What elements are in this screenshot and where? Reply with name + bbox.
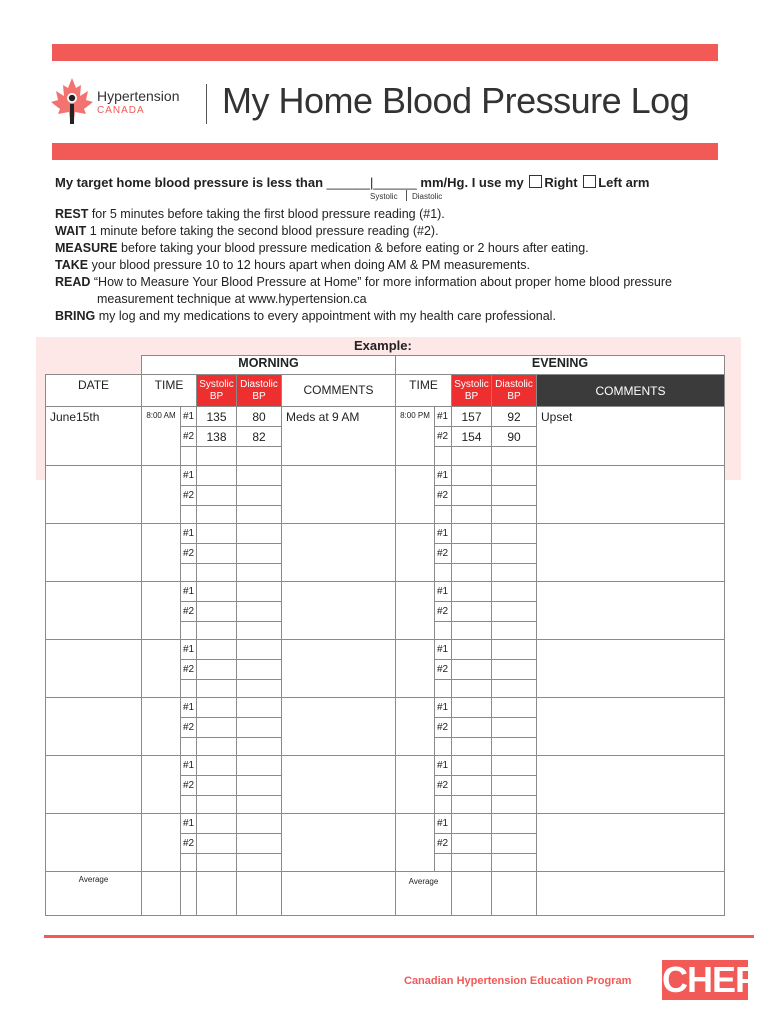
pm-average-diastolic[interactable]: [492, 872, 537, 916]
instruction-read: READ “How to Measure Your Blood Pressure at Home” for more information about proper home blood pressure: [55, 275, 672, 289]
am-diastolic-cell[interactable]: [237, 660, 282, 680]
pm-systolic-cell[interactable]: [452, 602, 492, 622]
am-systolic-header: Systolic BP: [197, 375, 237, 407]
am-systolic-cell[interactable]: [197, 486, 237, 506]
instruction-bring: BRING my log and my medications to every appointment with my health care professional.: [55, 309, 556, 323]
am-diastolic-cell[interactable]: [237, 834, 282, 854]
entry-row-2: #2 #2: [46, 544, 725, 564]
am-comment-cell[interactable]: [282, 582, 396, 640]
entry-row-1: #1 #1: [46, 640, 725, 660]
entry-row-2: #2 #2: [46, 660, 725, 680]
entry-row-2: #2 #2: [46, 776, 725, 796]
am-systolic-cell[interactable]: [197, 602, 237, 622]
entry-row-1: #1 #1: [46, 698, 725, 718]
am-systolic-cell[interactable]: [197, 834, 237, 854]
example-pm-comment: Upset: [537, 407, 725, 466]
am-diastolic-cell[interactable]: [237, 698, 282, 718]
pm-diastolic-cell[interactable]: [492, 814, 537, 834]
pm-diastolic-cell[interactable]: [492, 640, 537, 660]
am-comments-header: COMMENTS: [282, 375, 396, 407]
target-line: [55, 175, 649, 190]
systolic-caption: Systolic: [370, 192, 398, 201]
caption-divider: [406, 190, 407, 201]
am-systolic-cell[interactable]: [197, 718, 237, 738]
am-average-diastolic[interactable]: [237, 872, 282, 916]
am-diastolic-cell[interactable]: [237, 602, 282, 622]
left-arm-label: Left arm: [598, 175, 650, 190]
pm-diastolic-cell[interactable]: [492, 660, 537, 680]
pm-systolic-cell[interactable]: [452, 660, 492, 680]
am-diastolic-cell[interactable]: [237, 776, 282, 796]
pm-comment-cell[interactable]: [537, 582, 725, 640]
pm-systolic-cell[interactable]: [452, 834, 492, 854]
am-comment-cell[interactable]: [282, 466, 396, 524]
am-systolic-cell[interactable]: [197, 544, 237, 564]
header-rule: [52, 143, 718, 160]
pm-diastolic-cell[interactable]: [492, 776, 537, 796]
pm-diastolic-cell[interactable]: [492, 582, 537, 602]
date-cell[interactable]: [46, 814, 142, 872]
example-pm-time: 8:00 PM: [396, 407, 435, 466]
am-diastolic-cell[interactable]: [237, 582, 282, 602]
top-banner: [52, 44, 718, 61]
pm-systolic-cell[interactable]: [452, 718, 492, 738]
pm-systolic-cell[interactable]: [452, 486, 492, 506]
am-systolic-cell[interactable]: [197, 660, 237, 680]
pm-diastolic-header: Diastolic BP: [492, 375, 537, 407]
example-row-1: June15th 8:00 AM #1 135 80 Meds at 9 AM 8:00 PM #1 157 92 Upset: [46, 407, 725, 427]
pm-comment-cell[interactable]: [537, 524, 725, 582]
column-header-row: [46, 375, 725, 407]
hypertension-canada-logo: [50, 76, 190, 128]
entry-row-2: #2 #2: [46, 602, 725, 622]
pm-diastolic-cell[interactable]: [492, 544, 537, 564]
am-systolic-cell[interactable]: [197, 756, 237, 776]
am-systolic-cell[interactable]: [197, 814, 237, 834]
am-comment-cell[interactable]: [282, 640, 396, 698]
pm-systolic-cell[interactable]: [452, 544, 492, 564]
instruction-wait: WAIT 1 minute before taking the second blood pressure reading (#2).: [55, 224, 439, 238]
pm-comment-cell[interactable]: [537, 640, 725, 698]
pm-systolic-cell[interactable]: [452, 640, 492, 660]
am-systolic-cell[interactable]: [197, 698, 237, 718]
instruction-rest: REST for 5 minutes before taking the first blood pressure reading (#1).: [55, 207, 445, 221]
am-diastolic-header: Diastolic BP: [237, 375, 282, 407]
program-name: Canadian Hypertension Education Program: [404, 975, 632, 987]
date-cell[interactable]: [46, 466, 142, 524]
target-prefix: My target home blood pressure is less than: [55, 175, 324, 190]
instruction-read-continued: measurement technique at www.hypertension.ca: [97, 292, 367, 306]
right-arm-checkbox[interactable]: [529, 175, 542, 188]
pm-time-cell[interactable]: [396, 756, 435, 814]
entry-row-1: #1 #1: [46, 814, 725, 834]
pm-comment-cell[interactable]: [537, 698, 725, 756]
maple-leaf-icon: [50, 76, 94, 128]
am-time-header: TIME: [142, 375, 197, 407]
entry-row-2: #2 #2: [46, 834, 725, 854]
bp-log-table: [45, 355, 725, 916]
date-cell[interactable]: [46, 756, 142, 814]
pm-comment-cell[interactable]: [537, 814, 725, 872]
pm-systolic-header: Systolic BP: [452, 375, 492, 407]
instruction-measure: MEASURE before taking your blood pressure medication & before eating or 2 hours after eating.: [55, 241, 589, 255]
pm-time-cell[interactable]: [396, 582, 435, 640]
entry-row-1: #1 #1: [46, 756, 725, 776]
pm-average-systolic[interactable]: [452, 872, 492, 916]
am-time-cell[interactable]: [142, 466, 181, 524]
example-label: Example:: [354, 338, 412, 353]
pm-time-cell[interactable]: [396, 814, 435, 872]
target-unit: mm/Hg. I use my: [420, 175, 524, 190]
logo-country: CANADA: [97, 105, 145, 116]
pm-diastolic-cell[interactable]: [492, 486, 537, 506]
example-row-2: #2 138 82 #2 154 90: [46, 427, 725, 447]
am-diastolic-cell[interactable]: [237, 640, 282, 660]
am-comment-cell[interactable]: [282, 814, 396, 872]
entry-row-2: #2 #2: [46, 718, 725, 738]
am-diastolic-cell[interactable]: [237, 544, 282, 564]
diastolic-caption: Diastolic: [412, 192, 443, 201]
pm-systolic-cell[interactable]: [452, 466, 492, 486]
entry-row-2: #2 #2: [46, 486, 725, 506]
pm-systolic-cell[interactable]: [452, 756, 492, 776]
pm-diastolic-cell[interactable]: [492, 756, 537, 776]
date-cell[interactable]: [46, 640, 142, 698]
am-systolic-cell[interactable]: [197, 524, 237, 544]
am-diastolic-cell[interactable]: [237, 466, 282, 486]
period-header-row: [46, 356, 725, 375]
example-am-time: 8:00 AM: [142, 407, 181, 466]
example-am-comment: Meds at 9 AM: [282, 407, 396, 466]
am-diastolic-cell[interactable]: [237, 756, 282, 776]
am-comment-cell[interactable]: [282, 698, 396, 756]
example-date: June15th: [46, 407, 142, 466]
pm-diastolic-cell[interactable]: [492, 524, 537, 544]
am-diastolic-cell[interactable]: [237, 486, 282, 506]
am-systolic-cell[interactable]: [197, 582, 237, 602]
am-diastolic-cell[interactable]: [237, 814, 282, 834]
pm-systolic-cell[interactable]: [452, 698, 492, 718]
am-comment-cell[interactable]: [282, 524, 396, 582]
pm-comment-cell[interactable]: [537, 466, 725, 524]
pm-comment-cell[interactable]: [537, 756, 725, 814]
morning-header: MORNING: [142, 356, 396, 375]
pm-systolic-cell[interactable]: [452, 524, 492, 544]
pm-average-label: Average: [396, 872, 452, 916]
am-average-systolic[interactable]: [197, 872, 237, 916]
average-row: [46, 872, 725, 916]
am-time-cell[interactable]: [142, 582, 181, 640]
am-time-cell[interactable]: [142, 756, 181, 814]
am-diastolic-cell[interactable]: [237, 718, 282, 738]
date-header: DATE: [46, 375, 142, 407]
am-time-cell[interactable]: [142, 524, 181, 582]
am-systolic-cell[interactable]: [197, 640, 237, 660]
pm-time-cell[interactable]: [396, 524, 435, 582]
am-systolic-cell[interactable]: [197, 776, 237, 796]
am-comment-cell[interactable]: [282, 756, 396, 814]
pm-time-cell[interactable]: [396, 640, 435, 698]
pm-diastolic-cell[interactable]: [492, 718, 537, 738]
pm-systolic-cell[interactable]: [452, 582, 492, 602]
pm-diastolic-cell[interactable]: [492, 834, 537, 854]
pm-time-cell[interactable]: [396, 698, 435, 756]
chep-logo: CHEP: [662, 959, 759, 1000]
am-time-cell[interactable]: [142, 698, 181, 756]
am-time-cell[interactable]: [142, 640, 181, 698]
target-blank[interactable]: ______|______: [326, 175, 417, 190]
pm-systolic-cell[interactable]: [452, 814, 492, 834]
pm-comments-header: COMMENTS: [537, 375, 725, 407]
am-systolic-cell[interactable]: [197, 466, 237, 486]
footer-rule: [44, 935, 754, 938]
pm-time-header: TIME: [396, 375, 452, 407]
instruction-take: TAKE your blood pressure 10 to 12 hours apart when doing AM & PM measurements.: [55, 258, 531, 272]
am-average-label: Average: [46, 872, 142, 916]
logo-name: Hypertension: [97, 88, 180, 104]
entry-row-1: #1 #1: [46, 466, 725, 486]
entry-row-1: #1 #1: [46, 524, 725, 544]
right-arm-label: Right: [544, 175, 578, 190]
am-diastolic-cell[interactable]: [237, 524, 282, 544]
pm-systolic-cell[interactable]: [452, 776, 492, 796]
entry-row-1: #1 #1: [46, 582, 725, 602]
page-title: My Home Blood Pressure Log: [222, 80, 690, 121]
logo-divider: [206, 84, 207, 124]
date-cell[interactable]: [46, 524, 142, 582]
pm-time-cell[interactable]: [396, 466, 435, 524]
pm-diastolic-cell[interactable]: [492, 466, 537, 486]
date-cell[interactable]: [46, 698, 142, 756]
evening-header: EVENING: [396, 356, 725, 375]
date-cell[interactable]: [46, 582, 142, 640]
pm-diastolic-cell[interactable]: [492, 602, 537, 622]
am-time-cell[interactable]: [142, 814, 181, 872]
left-arm-checkbox[interactable]: [583, 175, 596, 188]
pm-diastolic-cell[interactable]: [492, 698, 537, 718]
